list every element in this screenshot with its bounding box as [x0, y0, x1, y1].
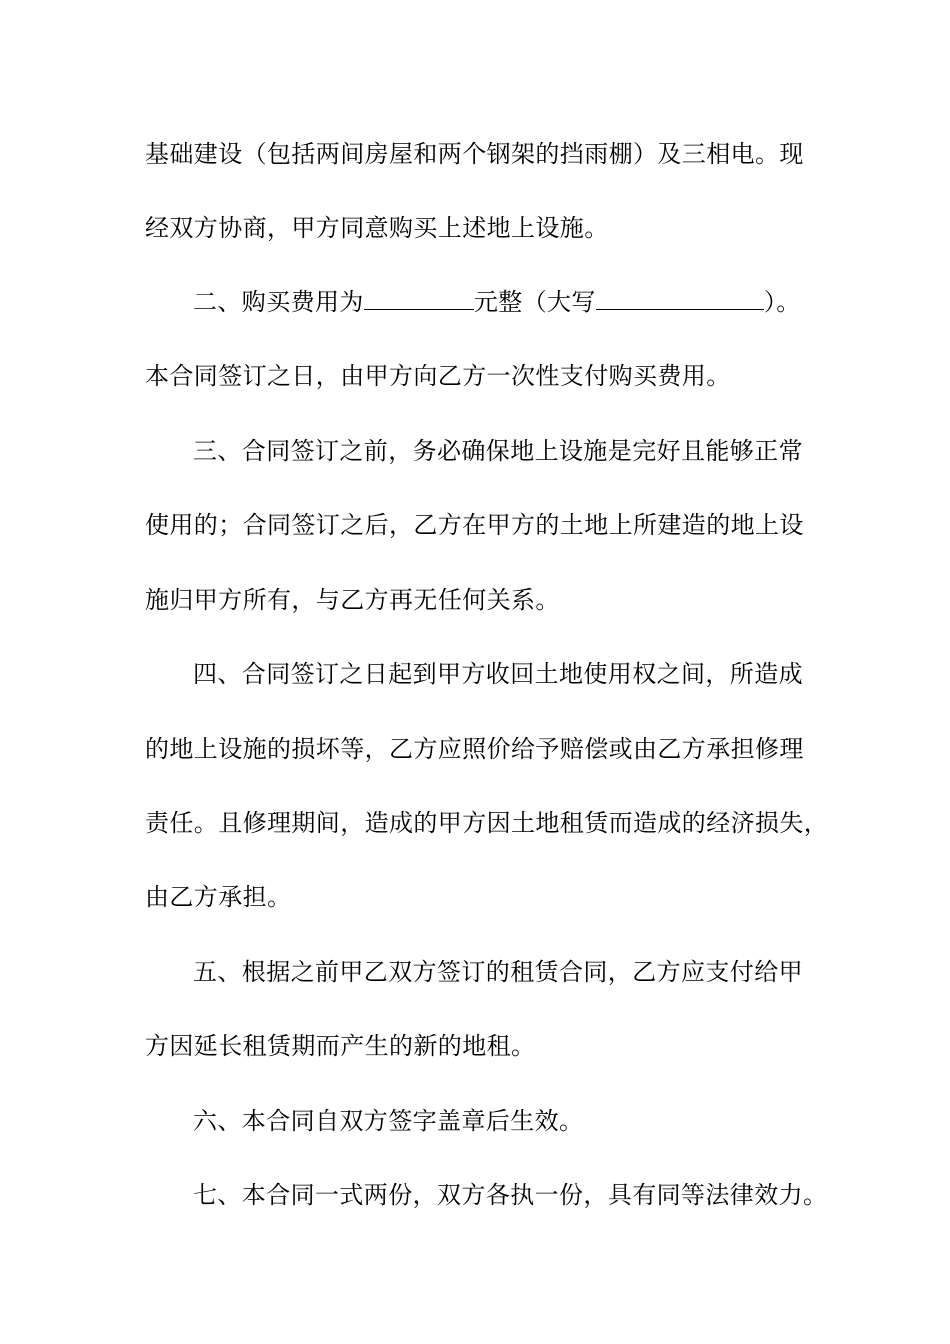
clause-three-line: 三、合同签订之前，务必确保地上设施是完好且能够正常 — [193, 437, 803, 465]
paragraph-line: 方因延长租赁期而产生的新的地租。 — [145, 1032, 536, 1060]
price-clause-suffix: ）。 — [763, 288, 801, 316]
clause-six-line: 六、本合同自双方签字盖章后生效。 — [193, 1107, 584, 1135]
price-clause-prefix: 二、购买费用为 — [193, 288, 364, 316]
paragraph-line: 施归甲方所有，与乙方再无任何关系。 — [145, 586, 560, 614]
price-clause-line — [193, 282, 873, 322]
paragraph-line: 责任。且修理期间，造成的甲方因土地租赁而造成的经济损失， — [145, 809, 829, 837]
amount-blank — [364, 283, 474, 310]
clause-four-line: 四、合同签订之日起到甲方收回土地使用权之间，所造成 — [193, 660, 803, 688]
paragraph-line: 的地上设施的损坏等，乙方应照价给予赔偿或由乙方承担修理 — [145, 735, 804, 763]
paragraph-line: 由乙方承担。 — [145, 883, 292, 911]
paragraph-line: 经双方协商，甲方同意购买上述地上设施。 — [145, 214, 609, 242]
clause-seven-line: 七、本合同一式两份，双方各执一份，具有同等法律效力。 — [193, 1181, 828, 1209]
price-clause-middle: 元整（大写 — [473, 288, 596, 316]
paragraph-line: 基础建设（包括两间房屋和两个钢架的挡雨棚）及三相电。现 — [145, 140, 804, 168]
amount-uppercase-blank — [596, 283, 764, 310]
clause-five-line: 五、根据之前甲乙双方签订的租赁合同，乙方应支付给甲 — [193, 958, 803, 986]
paragraph-line: 本合同签订之日，由甲方向乙方一次性支付购买费用。 — [145, 362, 731, 390]
paragraph-line: 使用的；合同签订之后，乙方在甲方的土地上所建造的地上设 — [145, 511, 804, 539]
